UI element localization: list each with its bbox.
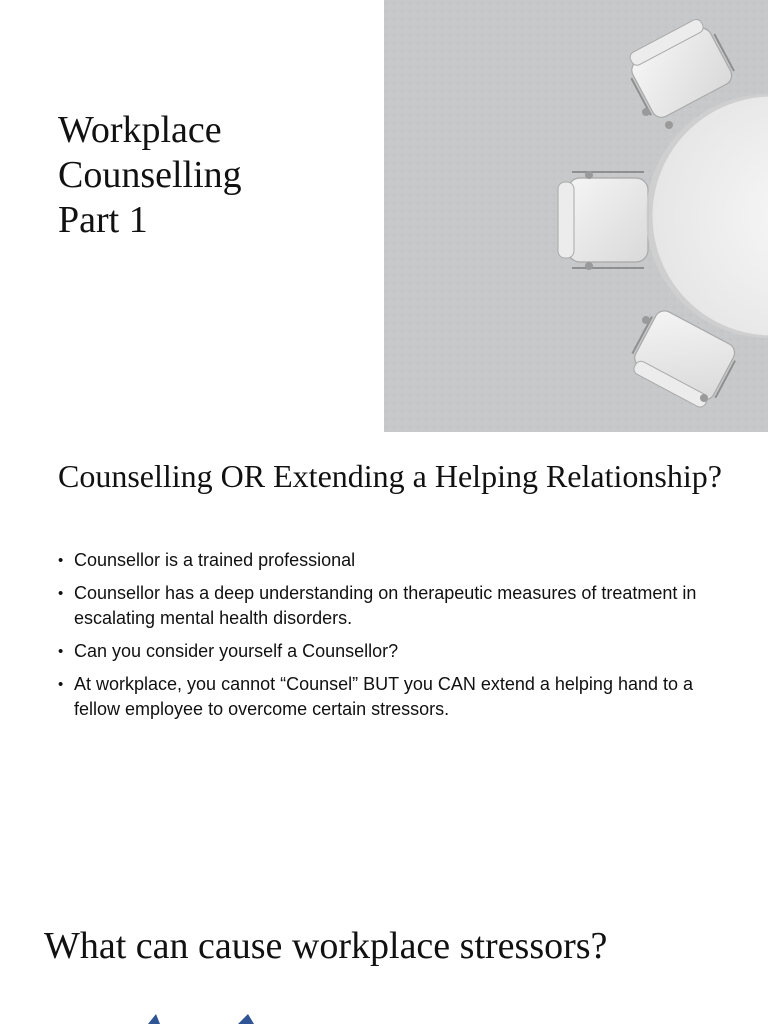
slide-helping-relationship-heading: Counselling OR Extending a Helping Relationship?	[58, 458, 722, 494]
chair-middle	[558, 172, 648, 268]
bullet-item: • Counsellor has a deep understanding on therapeutic measures of treatment in escalating mental health disorders.	[58, 581, 718, 631]
slide-helping-relationship	[0, 432, 768, 884]
bullet-item: • Counsellor is a trained professional	[58, 548, 718, 573]
slide-stressors	[0, 884, 768, 1024]
title-line-1: Workplace	[58, 109, 222, 151]
bullet-item: • At workplace, you cannot “Counsel” BUT you CAN extend a helping hand to a fellow employee to overcome certain stressors.	[58, 672, 718, 722]
cycle-arrows-icon	[140, 1012, 270, 1024]
slide-title-heading	[58, 108, 242, 243]
round-table-photo	[384, 0, 768, 432]
round-table-with-chairs-icon	[384, 0, 768, 432]
bullet-item: • Can you consider yourself a Counsellor?	[58, 639, 718, 664]
title-line-3: Part 1	[58, 199, 148, 241]
bullet-list	[58, 548, 718, 730]
title-line-2: Counselling	[58, 154, 242, 196]
slide-title	[0, 0, 768, 432]
slide-stressors-heading: What can cause workplace stressors?	[44, 925, 608, 967]
